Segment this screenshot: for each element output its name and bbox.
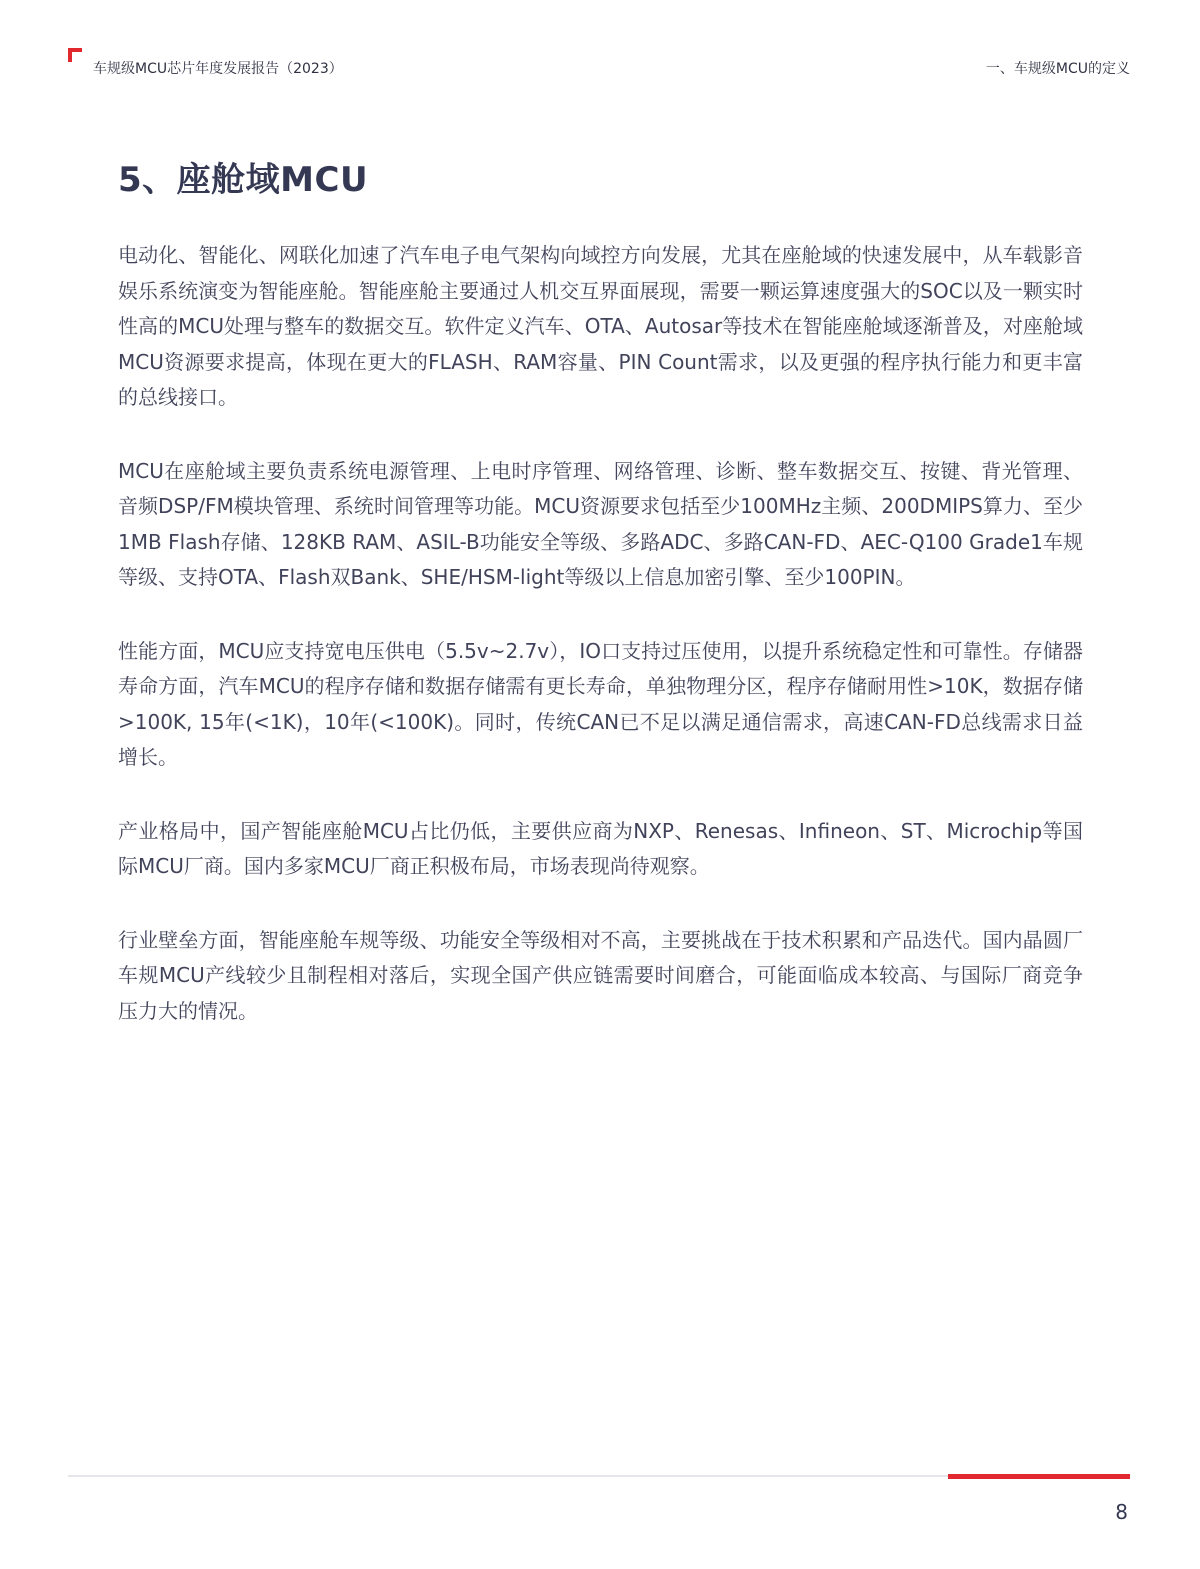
page-number: 8	[1115, 1500, 1128, 1524]
paragraph: 性能方面，MCU应支持宽电压供电（5.5v~2.7v），IO口支持过压使用，以提升系统稳定性和可靠性。存储器寿命方面，汽车MCU的程序存储和数据存储需有更长寿命，单独物理分区，程序存储耐用性>10K，数据存储>100K, 15年(<1K)，10年(<100K)。同时，传统CAN已不足以满足通信需求，高速CAN-FD总线需求日益增长。	[118, 638, 1083, 769]
section-title: 5、座舱域MCU	[118, 160, 369, 200]
corner-bracket-icon	[68, 48, 82, 62]
section-body	[118, 238, 1083, 1067]
paragraph: 电动化、智能化、网联化加速了汽车电子电气架构向域控方向发展，尤其在座舱域的快速发展中，从车载影音娱乐系统演变为智能座舱。智能座舱主要通过人机交互界面展现，需要一颗运算速度强大的SOC以及一颗实时性高的MCU处理与整车的数据交互。软件定义汽车、OTA、Autosar等技术在智能座舱域逐渐普及，对座舱域MCU资源要求提高，体现在更大的FLASH、RAM容量、PIN Count需求，以及更强的程序执行能力和更丰富的总线接口。	[118, 243, 1083, 409]
footer-accent-bar	[948, 1474, 1130, 1479]
paragraph: 行业壁垒方面，智能座舱车规等级、功能安全等级相对不高，主要挑战在于技术积累和产品迭代。国内晶圆厂车规MCU产线较少且制程相对落后，实现全国产供应链需要时间磨合，可能面临成本较高、与国际厂商竞争压力大的情况。	[118, 927, 1083, 1023]
paragraph: 产业格局中，国产智能座舱MCU占比仍低，主要供应商为NXP、Renesas、Infineon、ST、Microchip等国际MCU厂商。国内多家MCU厂商正积极布局，市场表现尚待观察。	[118, 818, 1083, 878]
report-title: 车规级MCU芯片年度发展报告（2023）	[93, 61, 343, 77]
paragraph: MCU在座舱域主要负责系统电源管理、上电时序管理、网络管理、诊断、整车数据交互、按键、背光管理、音频DSP/FM模块管理、系统时间管理等功能。MCU资源要求包括至少100MHz主频、200DMIPS算力、至少1MB Flash存储、128KB RAM、ASIL-B功能安全等级、多路ADC、多路CAN-FD、AEC-Q100 Grade1车规等级、支持OTA、Flash双Bank、SHE/HSM-light等级以上信息加密引擎、至少100PIN。	[118, 458, 1083, 589]
page-header	[68, 48, 1130, 78]
chapter-title: 一、车规级MCU的定义	[985, 61, 1130, 77]
